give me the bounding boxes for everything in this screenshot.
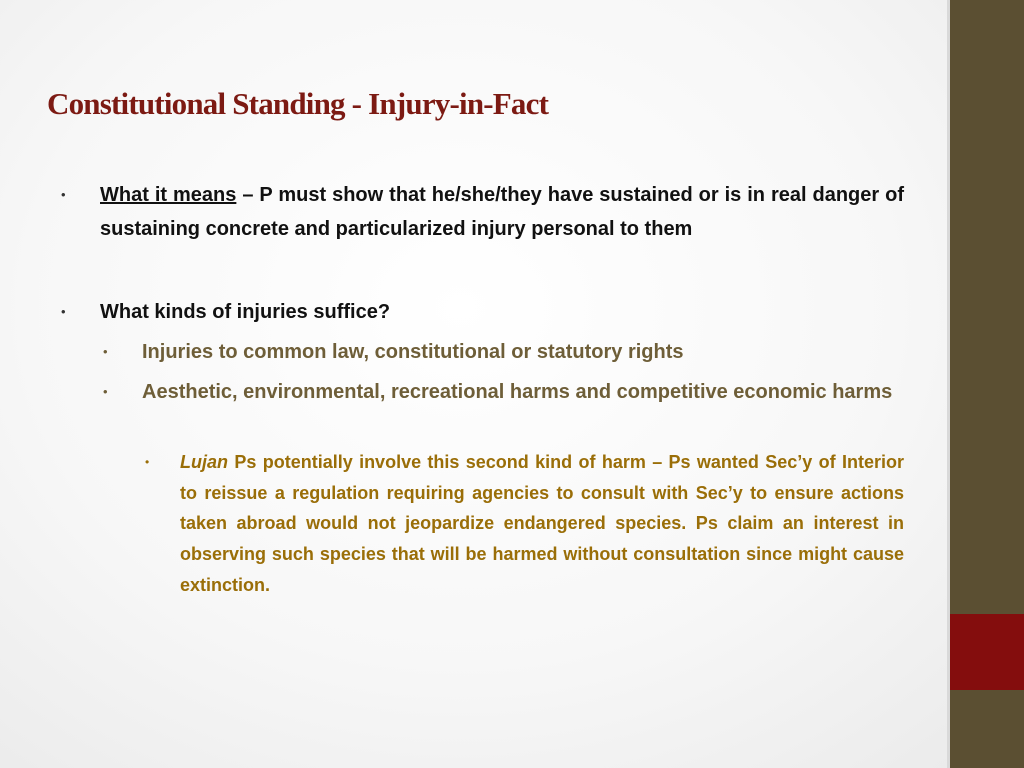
sub-bullet-common-law-rights — [56, 335, 904, 369]
bullet-injury-kinds — [56, 295, 904, 329]
definition-text: – P must show that he/she/they have sustained or is in real danger of sustaining concrete and particularized injury personal to them — [100, 184, 904, 240]
slide-title: Constitutional Standing - Injury-in-Fact — [47, 86, 549, 121]
bullet-what-it-means — [56, 178, 904, 246]
sub-bullet-text: Injuries to common law, constitutional or statutory rights — [142, 341, 684, 363]
bullet-marker: • — [61, 187, 66, 202]
sub-bullet-aesthetic-harms — [56, 375, 904, 409]
term-label: What it means — [100, 184, 237, 206]
case-name: Lujan — [180, 452, 228, 472]
side-accent-block — [947, 614, 1024, 690]
bullet-marker: • — [103, 384, 108, 399]
sub-bullet-text: Aesthetic, environmental, recreational harms and competitive economic harms — [142, 381, 893, 403]
sub-sub-bullet-lujan — [56, 447, 904, 601]
question-text: What kinds of injuries suffice? — [100, 301, 391, 323]
bullet-marker: • — [145, 455, 150, 469]
bullet-marker: • — [61, 304, 66, 319]
case-description: Ps potentially involve this second kind of harm – Ps wanted Sec’y of Interior to reissue a regulation requiring agencies to consult with Sec’y to ensure actions taken abroad would not jeopardize endangered species. Ps claim an interest in observing such species that will be harmed without consultation since might cause extinction. — [180, 452, 904, 595]
slide-body — [56, 178, 904, 601]
bullet-marker: • — [103, 344, 108, 359]
